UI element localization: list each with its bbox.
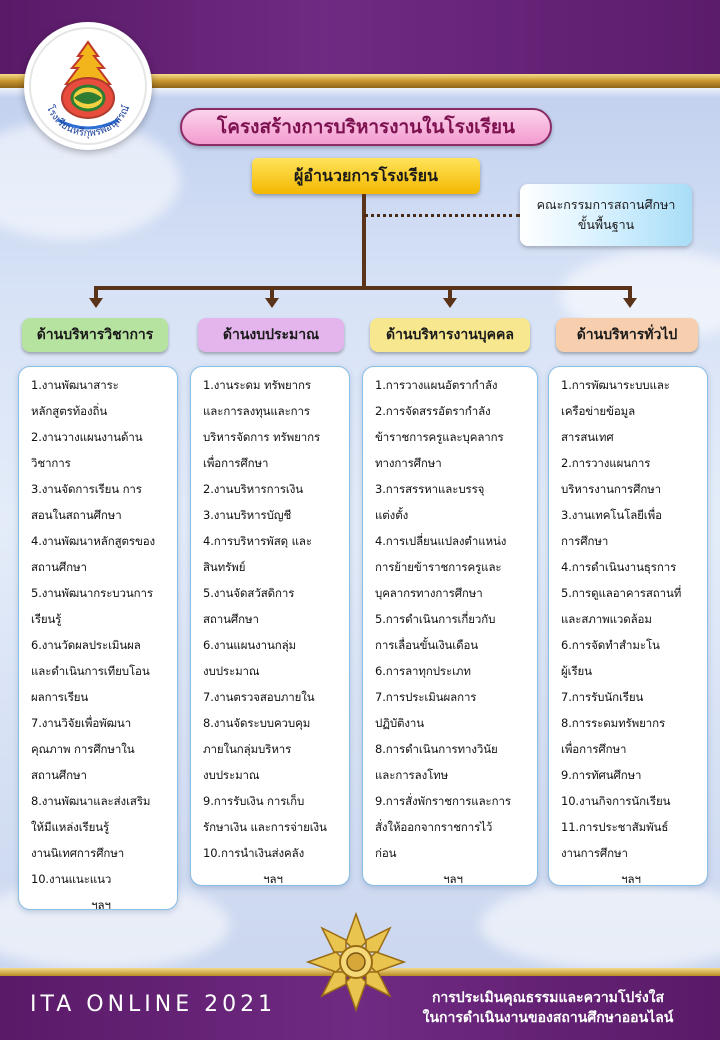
list-item: 5.การดูแลอาคารสถานที่ และสภาพแวดล้อม [561,586,682,626]
etc-marker: ฯลฯ [621,872,641,886]
department-header-personnel: ด้านบริหารงานบุคคล [370,318,530,352]
department-header-academic: ด้านบริหารวิชาการ [22,318,168,352]
list-item: 8.การดำเนินการทางวินัย และการลงโทษ [375,742,498,782]
board-line-1: คณะกรรมการสถานศึกษา [536,197,676,212]
list-item: 1.การวางแผนอัตรากำลัง [375,378,498,392]
ita-subtitle [390,988,706,1028]
list-item: 7.งานตรวจสอบภายใน [203,690,315,704]
department-card-personnel [362,366,538,886]
list-item: 2.การจัดสรรอัตรากำลัง ข้าราชการครูและบุคลากร ทางการศึกษา [375,404,504,470]
logo-text-arc [24,22,152,150]
etc-marker: ฯลฯ [91,898,111,912]
arrow-down-icon [443,298,457,308]
list-item: 10.งานกิจการนักเรียน [561,794,671,808]
list-item: 7.การรับนักเรียน [561,690,644,704]
ita-subtitle-line-2: ในการดำเนินงานของสถานศึกษาออนไลน์ [422,1010,674,1026]
page-title: โครงสร้างการบริหารงานในโรงเรียน [180,108,552,146]
school-board-box [520,184,692,246]
connector-vertical-main [362,194,366,288]
arrow-down-icon [89,298,103,308]
list-item: 9.การทัศนศึกษา [561,768,642,782]
list-item: 9.การสั่งพักราชการและการ สั่งให้ออกจากราชการไว้ ก่อน [375,794,511,860]
ita-subtitle-line-1: การประเมินคุณธรรมและความโปร่งใส [431,990,665,1006]
arrow-down-icon [623,298,637,308]
list-item: 2.งานวางแผนงานด้าน วิชาการ [31,430,143,470]
list-item: 8.งานพัฒนาและส่งเสริม ให้มีแหล่งเรียนรู้ งานนิเทศการศึกษา [31,794,151,860]
list-item: 9.การรับเงิน การเก็บ รักษาเงิน และการจ่ายเงิน [203,794,327,834]
list-item: 3.การสรรหาและบรรจุ แต่งตั้ง [375,482,485,522]
list-item: 2.งานบริหารการเงิน [203,482,304,496]
list-item: 8.งานจัดระบบควบคุม ภายในกลุ่มบริหาร งบประมาณ [203,716,311,782]
cloud [480,880,720,970]
list-item: 5.งานพัฒนากระบวนการ เรียนรู้ [31,586,153,626]
list-item: 7.งานวิจัยเพื่อพัฒนา คุณภาพ การศึกษาใน สถานศึกษา [31,716,135,782]
connector-dotted-board [364,214,520,217]
department-card-budget [190,366,350,886]
list-item: 1.งานระดม ทรัพยากร และการลงทุนและการ บริหารจัดการ ทรัพยากร เพื่อการศึกษา [203,378,321,470]
department-header-budget: ด้านงบประมาณ [198,318,344,352]
list-item: 4.การบริหารพัสดุ และ สินทรัพย์ [203,534,312,574]
department-header-general: ด้านบริหารทั่วไป [556,318,698,352]
list-item: 6.งานแผนงานกลุ่ม งบประมาณ [203,638,297,678]
director-box: ผู้อำนวยการโรงเรียน [252,158,480,194]
list-item: 11.การประชาสัมพันธ์ งานการศึกษา [561,820,669,860]
list-item: 5.การดำเนินการเกี่ยวกับ การเลื่อนขั้นเงินเดือน [375,612,496,652]
list-item: 6.การลาทุกประเภท [375,664,471,678]
etc-marker: ฯลฯ [263,872,283,886]
department-card-general [548,366,708,886]
list-item: 10.การนำเงินส่งคลัง [203,846,305,860]
board-line-2: ขั้นพื้นฐาน [577,217,635,232]
list-item: 1.การพัฒนาระบบและ เครือข่ายข้อมูล สารสนเทศ [561,378,670,444]
department-card-academic [18,366,178,910]
arrow-down-icon [265,298,279,308]
list-item: 3.งานจัดการเรียน การ สอนในสถานศึกษา [31,482,142,522]
list-item: 10.งานแนะแนว [31,872,112,886]
etc-marker: ฯลฯ [443,872,463,886]
list-item: 6.การจัดทำสำมะโน ผู้เรียน [561,638,660,678]
connector-horizontal [94,286,632,290]
list-item: 4.งานพัฒนาหลักสูตรของ สถานศึกษา [31,534,156,574]
list-item: 4.การเปลี่ยนแปลงตำแหน่ง การย้ายข้าราชการครูและ บุคลากรทางการศึกษา [375,534,507,600]
list-item: 1.งานพัฒนาสาระ หลักสูตรท้องถิ่น [31,378,119,418]
list-item: 7.การประเมินผลการ ปฏิบัติงาน [375,690,477,730]
list-item: 6.งานวัดผลประเมินผล และดำเนินการเทียบโอน ผลการเรียน [31,638,150,704]
list-item: 2.การวางแผนการ บริหารงานการศึกษา [561,456,662,496]
list-item: 3.งานเทคโนโลยีเพื่อ การศึกษา [561,508,662,548]
list-item: 3.งานบริหารบัญชี [203,508,292,522]
ita-brand-text: ITA ONLINE 2021 [30,992,277,1017]
list-item: 8.การระดมทรัพยากร เพื่อการศึกษา [561,716,666,756]
school-logo [24,22,152,150]
svg-text:โรงเรียนหรีกุพรพ่อนุสรณ์: โรงเรียนหรีกุพรพ่อนุสรณ์ [43,103,133,140]
list-item: 5.งานจัดสวัสดิการ สถานศึกษา [203,586,295,626]
list-item: 4.การดำเนินงานธุรการ [561,560,677,574]
